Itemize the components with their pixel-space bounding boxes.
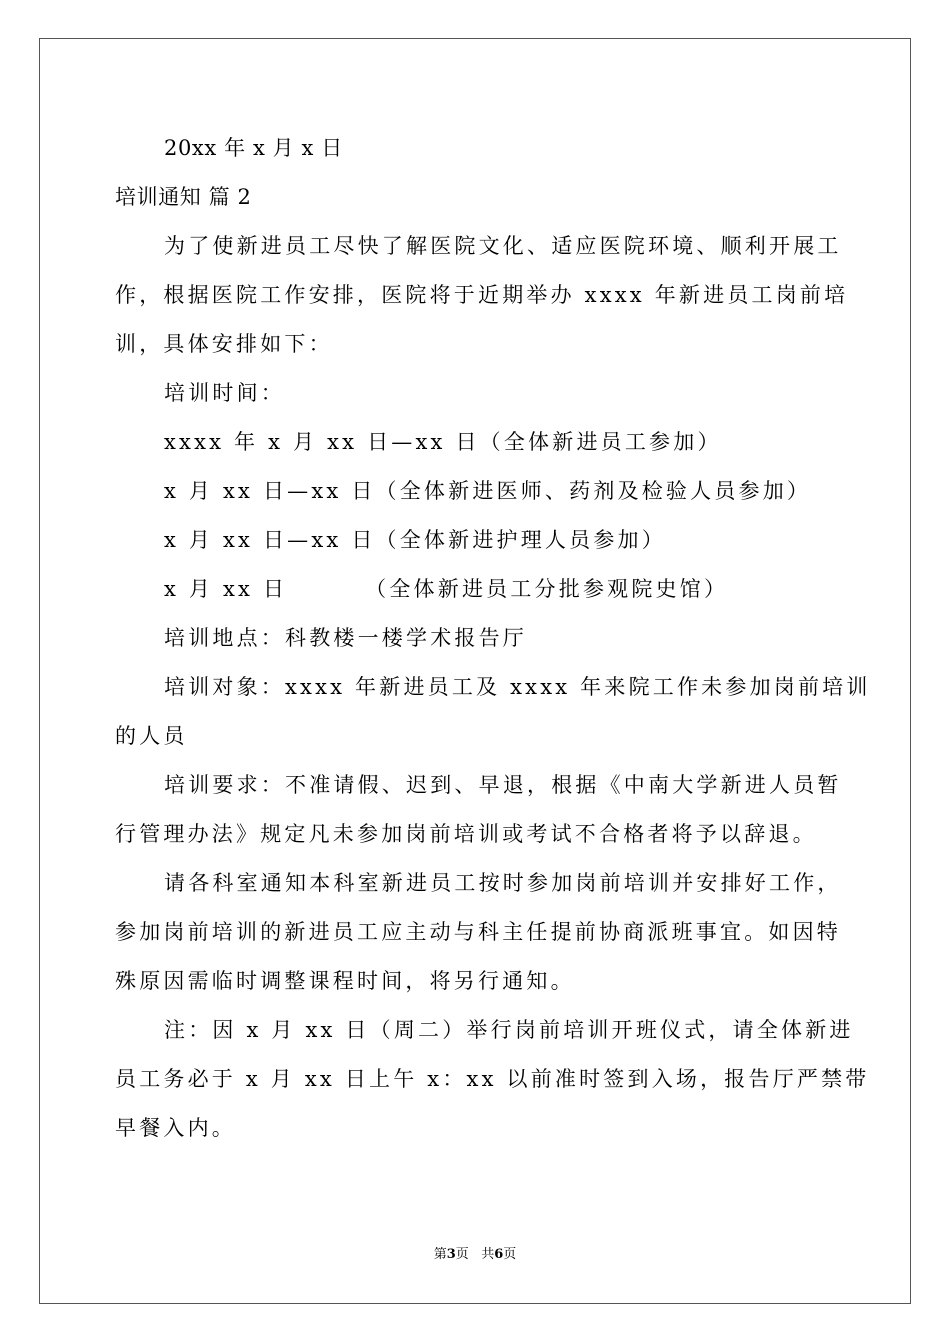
paragraph-line: 注：因 x 月 xx 日（周二）举行岗前培训开班仪式，请全体新进	[164, 1018, 854, 1042]
date-line: 20xx 年 x 月 x 日	[164, 136, 343, 160]
intro-paragraph	[115, 222, 849, 369]
page-number: 3	[446, 1247, 456, 1262]
schedule-item: x 月 xx 日—xx 日（全体新进护理人员参加）	[164, 528, 666, 552]
paragraph-line: 作，根据医院工作安排，医院将于近期举办 xxxx 年新进员工岗前培	[115, 283, 849, 307]
time-label: 培训时间：	[164, 381, 285, 405]
paragraph-line: 训，具体安排如下：	[115, 332, 333, 356]
audience-paragraph	[115, 663, 871, 761]
paragraph-line: 参加岗前培训的新进员工应主动与科主任提前协商派班事宜。如因特	[115, 920, 841, 944]
schedule-desc: （全体新进员工分批参观院史馆）	[365, 577, 729, 601]
paragraph-line: 培训要求：不准请假、迟到、早退，根据《中南大学新进人员暂	[164, 773, 842, 797]
paragraph-line: 请各科室通知本科室新进员工按时参加岗前培训并安排好工作，	[164, 871, 842, 895]
total-pages: 6	[494, 1247, 504, 1262]
total-prefix: 共	[481, 1247, 495, 1262]
section-title: 培训通知 篇 2	[115, 185, 252, 209]
schedule-list	[115, 418, 835, 614]
location-line: 培训地点：科教楼一楼学术报告厅	[164, 626, 527, 650]
paragraph-line: 的人员	[115, 724, 188, 748]
document-body	[115, 124, 871, 1153]
paragraph-line: 员工务必于 x 月 xx 日上午 x：xx 以前准时签到入场，报告厅严禁带	[115, 1067, 870, 1091]
paragraph-line: 殊原因需临时调整课程时间，将另行通知。	[115, 969, 575, 993]
paragraph-line: 为了使新进员工尽快了解医院文化、适应医院环境、顺利开展工	[164, 234, 842, 258]
total-suffix: 页	[503, 1247, 517, 1262]
schedule-item	[115, 565, 835, 614]
schedule-item: x 月 xx 日—xx 日（全体新进医师、药剂及检验人员参加）	[164, 479, 812, 503]
schedule-date: x 月 xx 日	[164, 577, 288, 601]
notice-paragraph	[115, 859, 842, 1006]
paragraph-line: 早餐入内。	[115, 1116, 236, 1140]
paragraph-line: 行管理办法》规定凡未参加岗前培训或考试不合格者将予以辞退。	[115, 822, 817, 846]
requirements-paragraph	[115, 761, 842, 859]
paragraph-line: 培训对象：xxxx 年新进员工及 xxxx 年来院工作未参加岗前培训	[164, 675, 871, 699]
page-prefix: 第	[433, 1247, 447, 1262]
page-footer	[0, 1245, 950, 1265]
schedule-item: xxxx 年 x 月 xx 日—xx 日（全体新进员工参加）	[164, 430, 722, 454]
page-suffix: 页	[455, 1247, 469, 1262]
note-paragraph	[115, 1006, 870, 1153]
